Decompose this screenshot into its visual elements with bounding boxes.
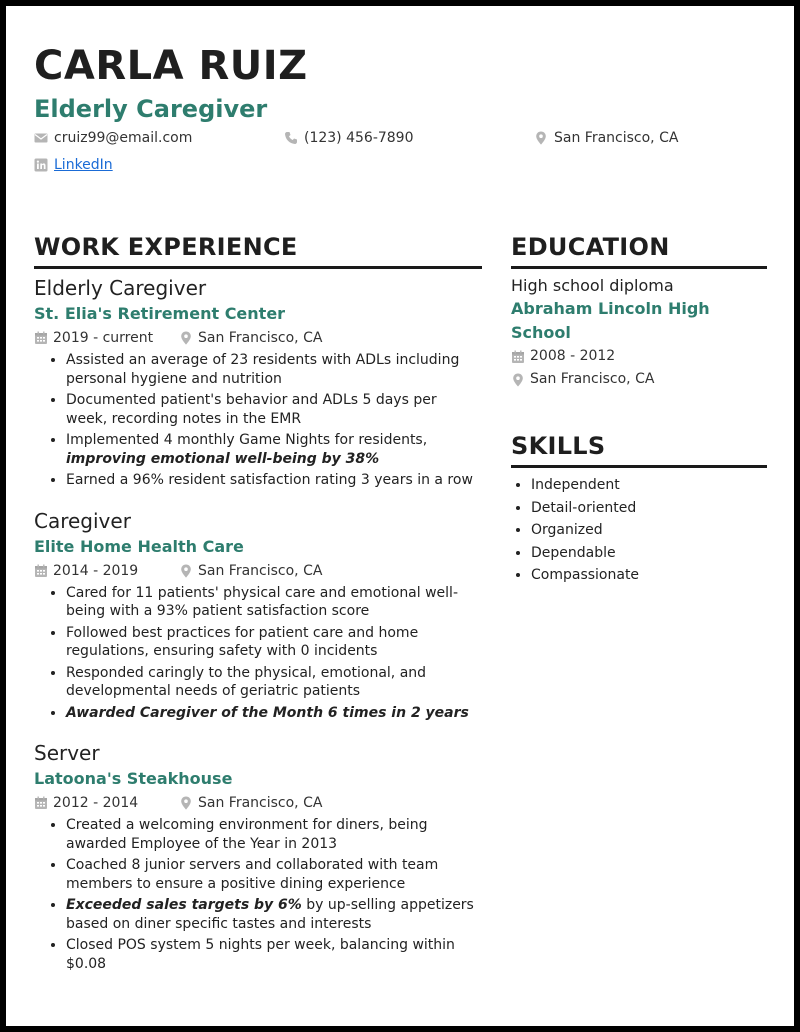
- bullet-text: by up-selling appetizers based on diner specific tastes and interests: [66, 897, 474, 932]
- map-pin-icon: [179, 331, 193, 345]
- skills-section: [511, 431, 767, 587]
- skills-heading: SKILLS: [511, 432, 606, 460]
- education-dates: [511, 345, 767, 368]
- job-dates-text: 2012 - 2014: [53, 795, 139, 811]
- skill-item: • Dependable: [531, 542, 767, 565]
- calendar-icon: [511, 350, 525, 364]
- job-role: Elderly Caregiver: [34, 276, 207, 300]
- location-text: San Francisco, CA: [554, 130, 679, 146]
- bullet-highlight: improving emotional well-being by 38%: [66, 450, 380, 467]
- job-location: [179, 560, 322, 582]
- education-location: [511, 368, 767, 391]
- bullet-text: Coached 8 junior servers and collaborated with team members to ensure a positive dining experience: [66, 857, 439, 892]
- list-item: [66, 664, 482, 701]
- bullet-text: Created a welcoming environment for diners, being awarded Employee of the Year in 2013: [66, 817, 428, 852]
- job-company: St. Elia's Retirement Center: [34, 304, 286, 323]
- education-dates-text: 2008 - 2012: [530, 348, 616, 364]
- contact-info: [34, 130, 764, 190]
- job-location-text: San Francisco, CA: [198, 795, 323, 811]
- list-item: [66, 584, 482, 621]
- candidate-name: CARLA RUIZ: [34, 43, 308, 89]
- job-entry: [34, 275, 482, 490]
- work-experience-section: [34, 232, 482, 991]
- job-bullets: [34, 351, 482, 490]
- skill-item: • Compassionate: [531, 564, 767, 587]
- contact-phone: [284, 130, 414, 146]
- job-list: [34, 275, 482, 973]
- bullet-text: Earned a 96% resident satisfaction rating 3 years in a row: [66, 472, 473, 488]
- resume-header: [34, 42, 764, 190]
- skill-item: • Independent: [531, 474, 767, 497]
- list-item: [66, 624, 482, 661]
- job-dates-text: 2019 - current: [53, 330, 154, 346]
- section-divider: [511, 465, 767, 468]
- bullet-text: Implemented 4 monthly Game Nights for residents,: [66, 432, 428, 448]
- job-location: [179, 327, 322, 349]
- job-dates: [34, 327, 179, 349]
- phone-text: (123) 456-7890: [304, 130, 414, 146]
- job-location-text: San Francisco, CA: [198, 562, 323, 579]
- education-location-text: San Francisco, CA: [530, 371, 655, 387]
- bullet-text: Documented patient's behavior and ADLs 5 days per week, recording notes in the EMR: [66, 392, 437, 427]
- list-item: [66, 471, 482, 490]
- section-divider: [511, 266, 767, 269]
- skills-list: [511, 474, 767, 587]
- job-role: Server: [34, 741, 100, 765]
- job-meta: [34, 792, 482, 814]
- bullet-highlight: Awarded Caregiver of the Month 6 times in 2 years: [66, 704, 469, 721]
- map-pin-icon: [534, 131, 548, 145]
- bullet-text: Responded caringly to the physical, emotional, and developmental needs of geriatric patients: [66, 664, 427, 699]
- education-school: Abraham Lincoln High School: [511, 299, 710, 342]
- job-company: Elite Home Health Care: [34, 536, 244, 556]
- job-company: Latoona's Steakhouse: [34, 769, 233, 788]
- contact-linkedin: [34, 157, 113, 173]
- job-role: Caregiver: [34, 508, 131, 533]
- contact-location: [534, 130, 678, 146]
- email-text: cruiz99@email.com: [54, 130, 193, 146]
- job-dates-text: 2014 - 2019: [53, 562, 139, 579]
- calendar-icon: [34, 796, 48, 810]
- contact-email: [34, 130, 192, 146]
- job-entry: [34, 508, 482, 723]
- list-item: [66, 896, 482, 933]
- map-pin-icon: [511, 373, 525, 387]
- skill-item: • Detail-oriented: [531, 497, 767, 520]
- sidebar-column: [511, 232, 767, 587]
- job-meta: [34, 327, 482, 349]
- linkedin-link[interactable]: LinkedIn: [54, 157, 113, 173]
- bullet-text: Assisted an average of 23 residents with ADLs including personal hygiene and nutrition: [66, 352, 460, 387]
- education-heading: EDUCATION: [511, 233, 670, 261]
- bullet-text: Followed best practices for patient care and home regulations, ensuring safety with 0 incidents: [66, 624, 419, 659]
- job-dates: [34, 560, 179, 582]
- work-experience-heading: WORK EXPERIENCE: [34, 233, 298, 261]
- list-item: [66, 351, 482, 388]
- job-entry: [34, 740, 482, 973]
- job-location: [179, 792, 322, 814]
- bullet-highlight: Exceeded sales targets by 6%: [66, 897, 302, 913]
- section-divider: [34, 266, 482, 269]
- envelope-icon: [34, 131, 48, 145]
- education-section: [511, 232, 767, 391]
- list-item: [66, 816, 482, 853]
- calendar-icon: [34, 564, 48, 578]
- linkedin-icon: [34, 158, 48, 172]
- map-pin-icon: [179, 564, 193, 578]
- job-bullets: [34, 584, 482, 723]
- candidate-title: Elderly Caregiver: [34, 95, 268, 123]
- bullet-text: Closed POS system 5 nights per week, balancing within $0.08: [66, 937, 455, 972]
- list-item: [66, 704, 482, 723]
- job-location-text: San Francisco, CA: [198, 330, 323, 346]
- list-item: [66, 856, 482, 893]
- list-item: [66, 431, 482, 468]
- bullet-text: Cared for 11 patients' physical care and emotional well-being with a 93% patient satisfaction score: [66, 584, 458, 619]
- education-degree: High school diploma: [511, 276, 674, 295]
- list-item: [66, 936, 482, 973]
- list-item: [66, 391, 482, 428]
- job-meta: [34, 560, 482, 582]
- skill-item: • Organized: [531, 519, 767, 542]
- calendar-icon: [34, 331, 48, 345]
- map-pin-icon: [179, 796, 193, 810]
- job-bullets: [34, 816, 482, 973]
- job-dates: [34, 792, 179, 814]
- phone-icon: [284, 131, 298, 145]
